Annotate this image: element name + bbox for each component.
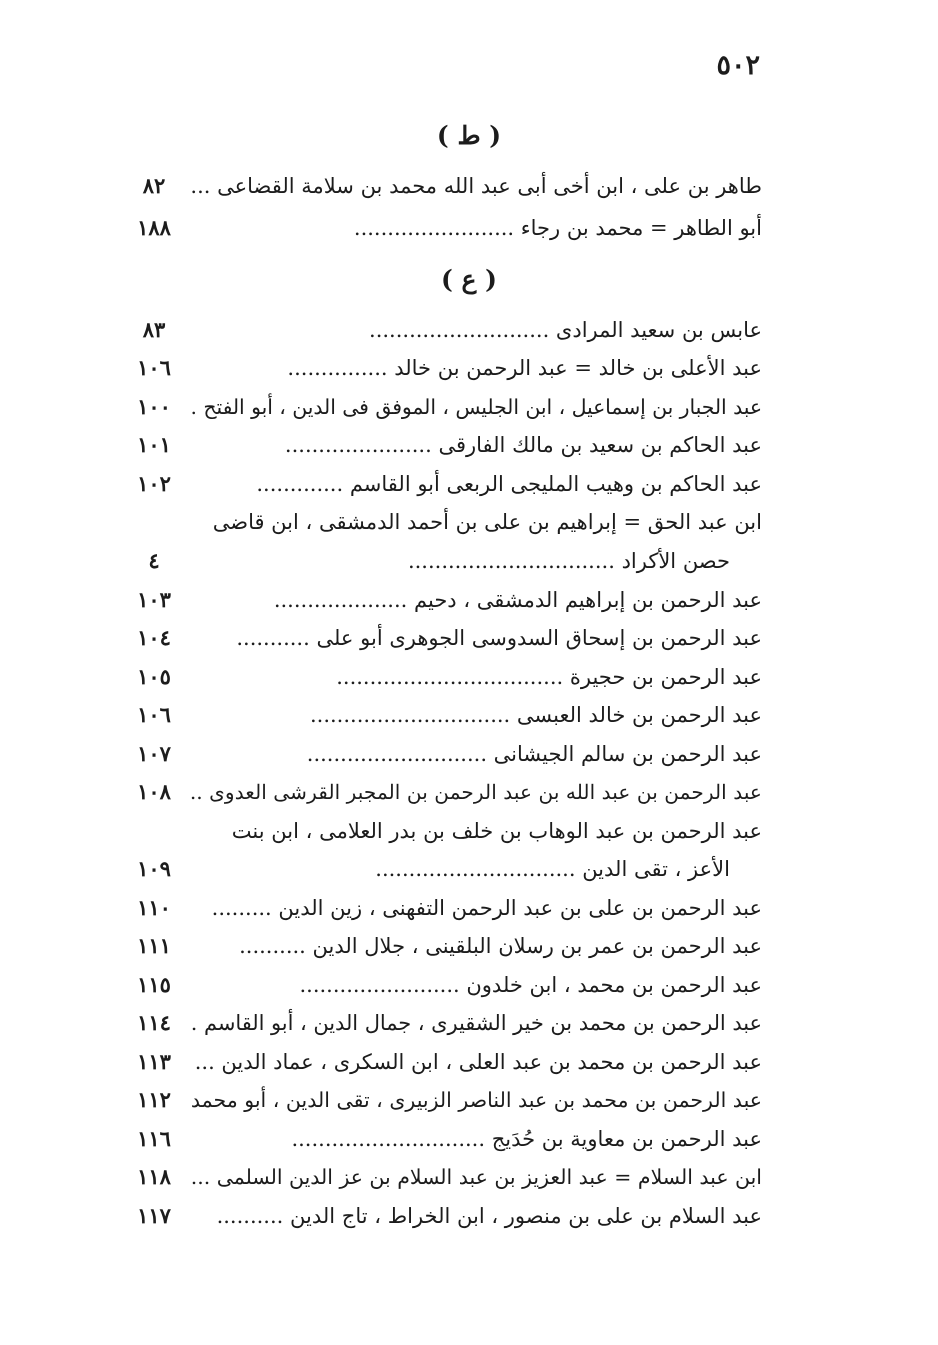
- index-entry: [0, 888, 938, 928]
- index-entry: [0, 348, 938, 388]
- entry-page-number: ١٠٩: [137, 856, 171, 881]
- entry-text: حصن الأكراد ...............................: [407, 549, 730, 573]
- entry-page-number: ١٠٠: [137, 394, 171, 419]
- entry-page-number: ١١٤: [137, 1010, 171, 1035]
- index-entry: [0, 1196, 938, 1236]
- index-entry: [0, 811, 938, 851]
- index-entry: [0, 1042, 938, 1082]
- index-entry-continuation: [0, 541, 938, 581]
- entry-page-number: ١٠٥: [137, 664, 171, 689]
- index-entry: [0, 208, 938, 248]
- entry-page-number: ١١٣: [137, 1049, 171, 1074]
- entry-text: عبد الرحمن بن سالم الجيشانى ...........................: [306, 742, 762, 766]
- entry-text: عبد الأعلى بن خالد = عبد الرحمن بن خالد ...............: [287, 356, 762, 380]
- index-entry: [0, 387, 938, 427]
- entry-page-number: ١١٧: [137, 1203, 171, 1228]
- entry-text: عبد الرحمن بن محمد بن عبد الناصر الزبيرى ، تقى الدين ، أبو محمد: [190, 1088, 762, 1112]
- entry-text: ابن عبد السلام = عبد العزيز بن عبد السلام بن عز الدين السلمى ...: [190, 1165, 762, 1189]
- page-number: ٥٠٢: [716, 50, 760, 81]
- entry-page-number: ١٠٣: [137, 587, 171, 612]
- index-entry: [0, 1003, 938, 1043]
- entry-text: أبو الطاهر = محمد بن رجاء ........................: [353, 216, 762, 240]
- index-entry: [0, 618, 938, 658]
- entry-text: عبد الرحمن بن عبد الوهاب بن خلف بن بدر العلامى ، ابن بنت: [231, 819, 762, 843]
- index-entry: [0, 310, 938, 350]
- entry-page-number: ١٨٨: [137, 215, 171, 240]
- entry-text: عبد الرحمن بن محمد بن عبد العلى ، ابن السكرى ، عماد الدين ...: [194, 1050, 762, 1074]
- entry-page-number: ١٠٢: [137, 471, 171, 496]
- entry-text: عبد الرحمن بن معاوية بن حُدَيج .............................: [291, 1127, 762, 1151]
- entry-text: عبد الرحمن بن عبد الله بن عبد الرحمن بن المجبر القرشى العدوى ..: [189, 780, 762, 804]
- index-entry: [0, 166, 938, 206]
- entry-page-number: ١٠٦: [137, 702, 171, 727]
- section-heading-ain: ( ع ): [441, 265, 497, 294]
- entry-page-number: ١٠٦: [137, 355, 171, 380]
- entry-page-number: ١٠٧: [137, 741, 171, 766]
- entry-page-number: ١٠٤: [137, 625, 171, 650]
- entry-text: عبد الرحمن بن عمر بن رسلان البلقينى ، جلال الدين ..........: [239, 934, 762, 958]
- index-entry: [0, 926, 938, 966]
- entry-page-number: ٤: [148, 548, 160, 573]
- entry-text: عبد الجبار بن إسماعيل ، ابن الجليس ، الموفق فى الدين ، أبو الفتح .: [190, 395, 762, 419]
- entry-text: عبد الحاكم بن سعيد بن مالك الفارقى ......................: [284, 433, 762, 457]
- index-entry: [0, 425, 938, 465]
- entry-page-number: ١١٢: [137, 1087, 171, 1112]
- entry-text: عبد الرحمن بن محمد ، ابن خلدون ........................: [299, 973, 762, 997]
- entry-text: عابس بن سعيد المرادى ...........................: [369, 318, 762, 342]
- index-entry: [0, 580, 938, 620]
- entry-page-number: ٨٢: [142, 173, 166, 198]
- index-entry: [0, 1119, 938, 1159]
- entry-text: عبد الرحمن بن على بن عبد الرحمن التفهنى ، زين الدين .........: [211, 896, 762, 920]
- entry-text: الأعز ، تقى الدين ..............................: [375, 857, 730, 881]
- entry-page-number: ١١٨: [137, 1164, 171, 1189]
- index-entry: [0, 502, 938, 542]
- entry-text: عبد السلام بن على بن منصور ، ابن الخراط ، تاج الدين ..........: [216, 1204, 762, 1228]
- entry-page-number: ١٠١: [137, 432, 171, 457]
- entry-page-number: ٨٣: [142, 317, 166, 342]
- entry-page-number: ١١٥: [137, 972, 171, 997]
- entry-text: عبد الرحمن بن إبراهيم الدمشقى ، دحيم ....................: [273, 588, 762, 612]
- entry-text: عبد الحاكم بن وهيب المليجى الربعى أبو القاسم .............: [256, 472, 762, 496]
- index-entry: [0, 965, 938, 1005]
- entry-text: عبد الرحمن بن حجيرة ..................................: [336, 665, 762, 689]
- entry-text: طاهر بن على ، ابن أخى أبى عبد الله محمد بن سلامة القضاعى ...: [190, 174, 762, 198]
- index-entry-continuation: [0, 849, 938, 889]
- entry-page-number: ١٠٨: [137, 779, 171, 804]
- entry-page-number: ١١٠: [137, 895, 171, 920]
- index-entry: [0, 1157, 938, 1197]
- entry-page-number: ١١٦: [137, 1126, 171, 1151]
- entry-text: عبد الرحمن بن محمد بن خير الشقيرى ، جمال الدين ، أبو القاسم .: [190, 1011, 762, 1035]
- index-entry: [0, 734, 938, 774]
- index-entry: [0, 1080, 938, 1120]
- entry-text: عبد الرحمن بن خالد العبسى ..............................: [309, 703, 762, 727]
- index-entry: [0, 464, 938, 504]
- entry-page-number: ١١١: [137, 933, 171, 958]
- index-entry: [0, 657, 938, 697]
- entry-text: ابن عبد الحق = إبراهيم بن على بن أحمد الدمشقى ، ابن قاضى: [212, 510, 762, 534]
- index-entry: [0, 695, 938, 735]
- index-entry: [0, 772, 938, 812]
- entry-text: عبد الرحمن بن إسحاق السدوسى الجوهرى أبو على ...........: [236, 626, 762, 650]
- section-heading-ta: ( ط ): [436, 121, 502, 150]
